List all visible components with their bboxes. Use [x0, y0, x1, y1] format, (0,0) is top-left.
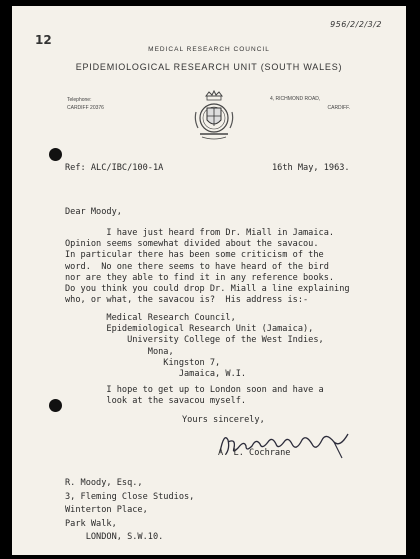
address-line-1: 4, RICHMOND ROAD, [270, 96, 321, 102]
letter-body-closing: I hope to get up to London soon and have a look at the savacou myself. [106, 385, 324, 407]
letter-page [12, 6, 406, 555]
reference-line: Ref: ALC/IBC/100-1A [65, 163, 164, 173]
archive-reference: 956/2/2/3/2 [330, 20, 382, 29]
telephone-label: Telephone: [67, 97, 92, 103]
punch-hole-bottom [49, 399, 62, 412]
forwarding-address: Medical Research Council, Epidemiological Research Unit (Jamaica), University College of the West Indies, Mona, Kingston 7, Jamaica, W.I. [106, 313, 324, 380]
telephone-number: CARDIFF 20376 [67, 105, 104, 111]
letter-date: 16th May, 1963. [272, 163, 350, 173]
letterhead-telephone [67, 96, 104, 112]
letter-body: I have just heard from Dr. Miall in Jamaica. Opinion seems somewhat divided about the savacou. In particular there has been some criticism of the word. No one there seems to have heard of the bird nor are they able to find it in any reference books. Do you think you could drop Dr. Miall a line explaining who, or what, the savacou is? His address is:- [65, 228, 350, 306]
closing-line: Yours sincerely, [182, 415, 265, 425]
letterhead-unit: EPIDEMIOLOGICAL RESEARCH UNIT (SOUTH WALES) [75, 62, 343, 72]
signatory-name: A. L. Cochrane [218, 448, 291, 458]
royal-coat-of-arms-icon [192, 90, 236, 142]
letterhead-address [270, 95, 350, 113]
recipient-address: R. Moody, Esq., 3, Fleming Close Studios, Winterton Place, Park Walk, LONDON, S.W.10. [65, 478, 195, 542]
salutation: Dear Moody, [65, 207, 122, 217]
letterhead-organisation: MEDICAL RESEARCH COUNCIL [148, 46, 270, 53]
address-line-2: CARDIFF. [327, 105, 350, 111]
handwritten-page-number: 12 [35, 33, 52, 47]
punch-hole-top [49, 148, 62, 161]
